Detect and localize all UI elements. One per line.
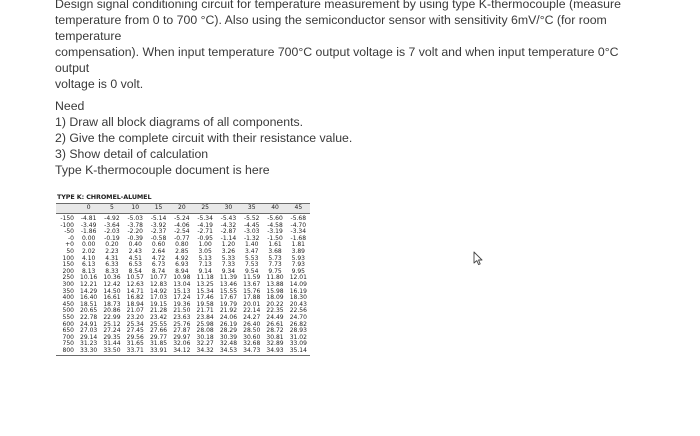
table-cell: 9.54	[245, 267, 259, 275]
table-cell: -2.37	[150, 228, 167, 236]
table-cell: -3.92	[150, 221, 167, 229]
table-cell: 10.36	[103, 274, 121, 282]
table-cell: 29.97	[173, 333, 191, 341]
table-cell: 12.63	[126, 280, 144, 288]
table-cell: 31.23	[80, 340, 98, 348]
row-header: 650	[62, 327, 74, 335]
table-title: TYPE K: CHROMEL-ALUMEL	[57, 193, 152, 201]
table-cell: 20.43	[289, 300, 307, 308]
table-cell: 28.08	[196, 327, 214, 335]
table-cell: -2.54	[174, 228, 190, 236]
table-cell: 25.76	[173, 320, 191, 328]
table-cell: 21.07	[126, 307, 144, 315]
column-header: 25	[193, 204, 216, 214]
table-cell: 18.94	[126, 300, 144, 308]
table-cell: 14.29	[80, 287, 98, 295]
table-cell: 28.72	[266, 327, 284, 335]
table-cell: 23.63	[173, 313, 191, 321]
table-cell: 33.91	[147, 348, 170, 356]
table-cell: 10.98	[173, 274, 191, 282]
table-cell: 22.56	[289, 307, 307, 315]
table-cell: 13.88	[266, 280, 284, 288]
table-cell: 34.93	[263, 348, 286, 356]
table-cell: 30.81	[266, 333, 284, 341]
table-cell: 1.00	[198, 241, 212, 249]
table-cell: -0.95	[197, 234, 213, 242]
table-cell: 6.13	[81, 261, 96, 269]
table-cell: 30.18	[196, 333, 214, 341]
table-cell: 33.09	[289, 340, 307, 348]
row-header: 50	[66, 247, 74, 255]
table-cell: 11.39	[219, 274, 238, 282]
table-cell: 26.82	[289, 320, 307, 328]
table-cell: 17.67	[219, 294, 238, 302]
table-cell: 23.84	[196, 313, 214, 321]
row-header: 100	[62, 254, 74, 262]
row-header: 550	[62, 313, 74, 321]
table-cell: 26.61	[266, 320, 284, 328]
table-cell: 21.28	[149, 307, 168, 315]
table-cell: -5.03	[127, 215, 143, 222]
table-cell: 23.20	[126, 313, 144, 321]
table-cell: 15.34	[196, 287, 214, 295]
row-header: 400	[62, 294, 74, 302]
table-cell: -1.50	[267, 234, 283, 242]
column-header: 30	[217, 204, 240, 214]
table-cell: 29.77	[149, 333, 168, 341]
table-cell: 13.25	[196, 280, 214, 288]
table-cell: 18.30	[289, 294, 307, 302]
table-cell: 15.13	[173, 287, 191, 295]
table-cell: 32.27	[196, 340, 214, 348]
column-header: 35	[240, 204, 263, 214]
table-cell: 32.89	[266, 340, 284, 348]
table-cell: 28.50	[243, 327, 261, 335]
table-cell: 15.55	[219, 287, 238, 295]
table-cell: -3.64	[104, 221, 120, 229]
table-row	[56, 348, 310, 356]
row-header: -0	[68, 234, 74, 242]
table-cell: 6.53	[128, 261, 142, 269]
table-cell: 19.58	[196, 300, 214, 308]
column-header: 45	[287, 204, 310, 214]
table-cell: 5.33	[221, 254, 236, 262]
table-cell: 13.67	[243, 280, 261, 288]
table-cell: 23.42	[149, 313, 168, 321]
table-cell: 4.51	[128, 254, 142, 262]
table-cell: 32.68	[243, 340, 261, 348]
table-cell: -5.34	[197, 215, 213, 222]
table-cell: 30.60	[243, 333, 261, 341]
row-header: 700	[62, 333, 74, 341]
table-cell: 29.35	[103, 333, 121, 341]
table-cell: 2.64	[151, 247, 166, 255]
table-cell: 0.00	[81, 241, 96, 249]
table-cell: 17.88	[243, 294, 261, 302]
row-header: -50	[64, 228, 74, 236]
voltage-table	[56, 203, 310, 356]
table-cell: 2.43	[128, 247, 142, 255]
table-cell: 33.30	[77, 348, 100, 356]
table-cell: -4.32	[220, 221, 237, 229]
table-body	[56, 214, 310, 356]
table-cell: 0.00	[81, 234, 96, 242]
table-cell: 1.61	[268, 241, 282, 249]
table-header-row	[56, 204, 310, 214]
table-cell: 7.33	[221, 261, 236, 269]
table-cell: 9.95	[291, 267, 305, 275]
table-cell: 8.54	[128, 267, 142, 275]
column-header: 40	[263, 204, 286, 214]
table-cell: 0.20	[105, 241, 119, 249]
table-cell: 1.20	[221, 241, 236, 249]
table-cell: 11.18	[196, 274, 214, 282]
row-header: 300	[62, 280, 74, 288]
table-cell: 13.04	[173, 280, 191, 288]
table-cell: -3.78	[127, 221, 143, 229]
row-header: 800	[56, 348, 77, 356]
need-item: 2) Give the complete circuit with their resistance value.	[55, 131, 353, 145]
table-cell: 14.92	[149, 287, 168, 295]
table-cell: -3.19	[267, 228, 283, 236]
table-cell: -0.58	[150, 234, 167, 242]
table-cell: 2.02	[81, 247, 96, 255]
table-cell: 7.13	[198, 261, 212, 269]
table-cell: -0.19	[104, 234, 120, 242]
row-header: 150	[62, 261, 74, 269]
table-cell: 14.71	[126, 287, 144, 295]
problem-line: temperature from 0 to 700 °C). Also using the semiconductor sensor with sensitivity 6mV/°C (for room temperature	[55, 13, 607, 43]
table-cell: 2.23	[105, 247, 119, 255]
table-cell: -3.49	[80, 221, 97, 229]
table-cell: 30.39	[219, 333, 238, 341]
header-corner	[56, 204, 77, 214]
table-cell: 1.40	[245, 241, 259, 249]
table-cell: 12.01	[289, 274, 307, 282]
table-cell: 26.40	[243, 320, 261, 328]
table-cell: 10.77	[149, 274, 168, 282]
table-cell: 24.27	[243, 313, 261, 321]
table-cell: -4.45	[243, 221, 260, 229]
table-cell: -5.60	[267, 215, 283, 222]
row-header: +0	[65, 241, 74, 249]
column-header: 15	[147, 204, 170, 214]
table-cell: 31.44	[103, 340, 121, 348]
row-header: 500	[62, 307, 74, 315]
table-cell: 29.14	[80, 333, 98, 341]
table-cell: 8.33	[105, 267, 119, 275]
table-cell: 6.33	[105, 261, 119, 269]
row-header: 600	[62, 320, 74, 328]
table-cell: 18.73	[103, 300, 121, 308]
table-cell: 17.24	[173, 294, 191, 302]
table-cell: 5.93	[291, 254, 305, 262]
table-cell: 0.40	[128, 241, 142, 249]
table-cell: 9.34	[221, 267, 236, 275]
table-cell: 13.46	[219, 280, 238, 288]
table-cell: 27.03	[80, 327, 98, 335]
table-cell: 1.81	[291, 241, 305, 249]
row-header: -150	[60, 215, 74, 222]
column-header: 5	[100, 204, 123, 214]
table-cell: 4.31	[105, 254, 119, 262]
table-cell: -5.14	[150, 215, 167, 222]
table-cell: -4.19	[197, 221, 213, 229]
table-cell: 34.73	[240, 348, 263, 356]
table-cell: 7.73	[268, 261, 282, 269]
table-cell: 12.42	[103, 280, 121, 288]
table-cell: -5.68	[290, 215, 307, 222]
table-cell: 32.48	[219, 340, 238, 348]
table-cell: 27.66	[149, 327, 168, 335]
table-cell: -1.68	[290, 234, 307, 242]
need-item: 1) Draw all block diagrams of all components.	[55, 115, 304, 129]
table-cell: -4.70	[290, 221, 307, 229]
table-cell: -5.52	[243, 215, 260, 222]
table-cell: -1.14	[220, 234, 237, 242]
table-cell: 22.78	[80, 313, 98, 321]
table-cell: 25.34	[126, 320, 144, 328]
table-cell: 16.40	[80, 294, 98, 302]
table-cell: 3.68	[268, 247, 282, 255]
table-cell: 24.91	[80, 320, 98, 328]
table-cell: 5.13	[198, 254, 212, 262]
table-cell: 2.85	[175, 247, 189, 255]
need-item: 3) Show detail of calculation	[55, 147, 209, 161]
table-cell: -0.77	[174, 234, 190, 242]
table-cell: -4.06	[174, 221, 190, 229]
table-cell: 17.03	[149, 294, 168, 302]
table-cell: 21.71	[196, 307, 214, 315]
row-header: 350	[62, 287, 74, 295]
table-cell: 34.12	[170, 348, 193, 356]
table-cell: 32.06	[173, 340, 191, 348]
table-cell: 22.99	[103, 313, 121, 321]
table-cell: 31.85	[149, 340, 168, 348]
table-cell: -5.24	[174, 215, 190, 222]
row-header: 450	[62, 300, 74, 308]
table-cell: 22.14	[243, 307, 261, 315]
table-cell: 20.65	[80, 307, 98, 315]
table-cell: 24.06	[219, 313, 238, 321]
table-cell: 24.49	[266, 313, 284, 321]
table-cell: 4.10	[81, 254, 96, 262]
table-cell: 31.65	[126, 340, 144, 348]
problem-line: compensation). When input temperature 700°C output voltage is 7 volt and when input temperature 0°C output	[55, 45, 619, 75]
table-cell: 3.26	[221, 247, 236, 255]
table-cell: 4.72	[151, 254, 166, 262]
table-cell: 25.55	[149, 320, 168, 328]
table-cell: 14.50	[103, 287, 121, 295]
problem-statement	[55, 0, 655, 178]
problem-line: voltage is 0 volt.	[55, 77, 144, 91]
table-cell: 0.80	[175, 241, 189, 249]
table-cell: 35.14	[287, 348, 310, 356]
table-cell: 16.19	[289, 287, 307, 295]
thermocouple-table	[56, 193, 356, 356]
table-cell: 25.98	[196, 320, 214, 328]
table-cell: -4.58	[267, 221, 283, 229]
table-cell: 26.19	[219, 320, 238, 328]
table-cell: 20.22	[266, 300, 284, 308]
table-cell: 9.75	[268, 267, 282, 275]
table-cell: 20.86	[103, 307, 121, 315]
table-cell: 8.94	[175, 267, 189, 275]
table-cell: -5.43	[220, 215, 237, 222]
table-cell: 3.89	[291, 247, 305, 255]
mouse-pointer-icon	[472, 251, 486, 267]
table-cell: 34.53	[217, 348, 240, 356]
table-cell: 15.76	[243, 287, 261, 295]
table-cell: 31.02	[289, 333, 307, 341]
table-cell: 33.71	[124, 348, 147, 356]
column-header: 20	[170, 204, 193, 214]
table-cell: 24.70	[289, 313, 307, 321]
row-header: 750	[62, 340, 74, 348]
table-cell: 18.51	[80, 300, 98, 308]
column-header: 0	[77, 204, 100, 214]
table-cell: 18.09	[266, 294, 284, 302]
table-cell: -3.34	[290, 228, 307, 236]
table-cell: 19.36	[173, 300, 191, 308]
table-cell: 3.47	[245, 247, 259, 255]
table-cell: 22.35	[266, 307, 284, 315]
table-cell: 4.92	[175, 254, 189, 262]
table-cell: 28.29	[219, 327, 238, 335]
table-cell: -4.92	[104, 215, 120, 222]
table-cell: 8.74	[151, 267, 166, 275]
table-cell: -1.86	[80, 228, 97, 236]
table-cell: 25.12	[103, 320, 121, 328]
row-header: -100	[60, 221, 74, 229]
table-cell: -0.39	[127, 234, 143, 242]
table-cell: 0.60	[151, 241, 166, 249]
row-header: 200	[62, 267, 74, 275]
table-cell: 17.46	[196, 294, 214, 302]
table-cell: 19.79	[219, 300, 238, 308]
table-cell: -2.03	[104, 228, 120, 236]
table-cell: -2.71	[197, 228, 213, 236]
table-cell: 27.24	[103, 327, 121, 335]
table-cell: 5.53	[245, 254, 259, 262]
need-item: Type K-thermocouple document is here	[55, 163, 270, 177]
table-cell: 6.73	[151, 261, 166, 269]
table-cell: 33.50	[100, 348, 123, 356]
table-cell: 19.15	[149, 300, 168, 308]
table-cell: 27.87	[173, 327, 191, 335]
table-cell: 8.13	[81, 267, 96, 275]
table-cell: -1.32	[243, 234, 260, 242]
table-cell: -2.20	[127, 228, 143, 236]
table-cell: 15.98	[266, 287, 284, 295]
table-cell: 11.59	[243, 274, 261, 282]
table-cell: 11.80	[266, 274, 284, 282]
table-cell: 16.61	[103, 294, 121, 302]
table-cell: 21.92	[219, 307, 238, 315]
table-cell: 34.32	[193, 348, 216, 356]
table-cell: 3.05	[198, 247, 212, 255]
table-cell: 20.01	[243, 300, 261, 308]
table-cell: 5.73	[268, 254, 282, 262]
table-cell: 29.56	[126, 333, 144, 341]
table-cell: 10.16	[80, 274, 98, 282]
table-cell: 21.50	[173, 307, 191, 315]
row-header: 250	[62, 274, 74, 282]
table-cell: 10.57	[126, 274, 144, 282]
table-cell: -3.03	[243, 228, 260, 236]
table-cell: 14.09	[289, 280, 307, 288]
table-cell: -4.81	[80, 215, 97, 222]
table-cell: 6.93	[175, 261, 189, 269]
table-cell: -2.87	[220, 228, 237, 236]
table-cell: 28.93	[289, 327, 307, 335]
table-cell: 9.14	[198, 267, 212, 275]
problem-line: Design signal conditioning circuit for temperature measurement by using type K-thermocouple (measure	[55, 0, 621, 11]
table-cell: 27.45	[126, 327, 144, 335]
need-heading: Need	[55, 99, 85, 113]
column-header: 10	[124, 204, 147, 214]
table-cell: 12.21	[80, 280, 98, 288]
table-cell: 7.53	[245, 261, 259, 269]
table-cell: 12.83	[149, 280, 168, 288]
table-cell: 16.82	[126, 294, 144, 302]
table-cell: 7.93	[291, 261, 305, 269]
